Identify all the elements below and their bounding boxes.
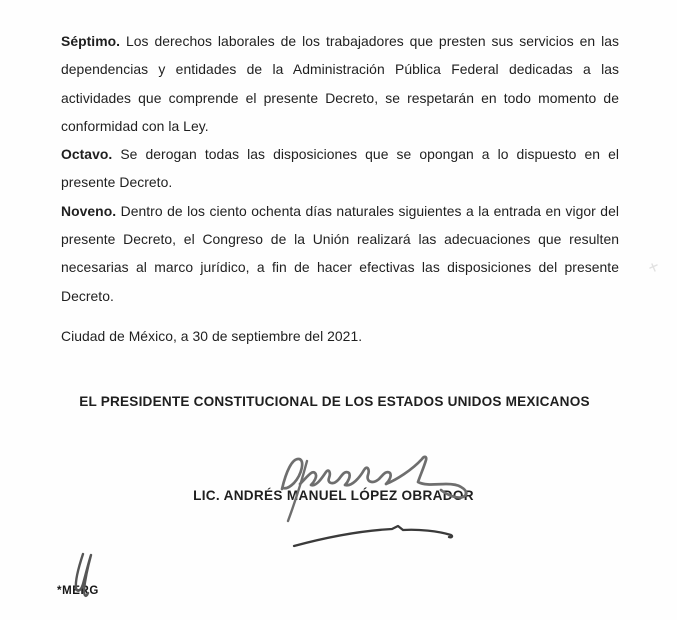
paragraph-line: conformidad con la Ley. xyxy=(61,117,209,134)
president-title-heading: EL PRESIDENTE CONSTITUCIONAL DE LOS ESTADOS UNIDOS MEXICANOS xyxy=(79,394,590,409)
paragraph-text: Se derogan todas las disposiciones que se opongan a lo dispuesto en el xyxy=(120,146,619,163)
decree-body xyxy=(61,27,619,310)
paragraph-line xyxy=(61,197,619,225)
paragraph-septimo xyxy=(61,27,619,140)
paragraph-line: necesarias al marco jurídico, a fin de hacer efectivas las disposiciones del presente xyxy=(61,259,619,276)
paragraph-line xyxy=(61,140,619,168)
paragraph-noveno xyxy=(61,197,619,310)
paragraph-text: Dentro de los ciento ochenta días naturales siguientes a la entrada en vigor del xyxy=(120,202,619,219)
paragraph-line: presente Decreto. xyxy=(61,174,173,191)
paragraph-line: actividades que comprende el presente Decreto, se respetarán en todo momento de xyxy=(61,89,619,106)
reference-initials: *MERG xyxy=(57,585,99,597)
signature-flourish-underline xyxy=(294,526,452,546)
paragraph-line: dependencias y entidades de la Administración Pública Federal dedicadas a las xyxy=(61,61,619,78)
paragraph-lead: Noveno. xyxy=(61,202,117,219)
paragraph-lead: Octavo. xyxy=(61,146,113,163)
paragraph-text: Los derechos laborales de los trabajadores que presten sus servicios en las xyxy=(125,33,619,49)
paragraph-line xyxy=(61,27,619,55)
paragraph-line: presente Decreto, el Congreso de la Unión realizará las adecuaciones que resulten xyxy=(61,231,619,248)
paragraph-octavo xyxy=(61,140,619,197)
signatory-name: LIC. ANDRÉS MANUEL LÓPEZ OBRADOR xyxy=(193,488,474,503)
paragraph-line: Decreto. xyxy=(61,287,114,304)
paragraph-lead: Séptimo. xyxy=(61,33,121,49)
dateline: Ciudad de México, a 30 de septiembre del 2021. xyxy=(61,328,363,344)
scan-artifact xyxy=(650,264,657,271)
